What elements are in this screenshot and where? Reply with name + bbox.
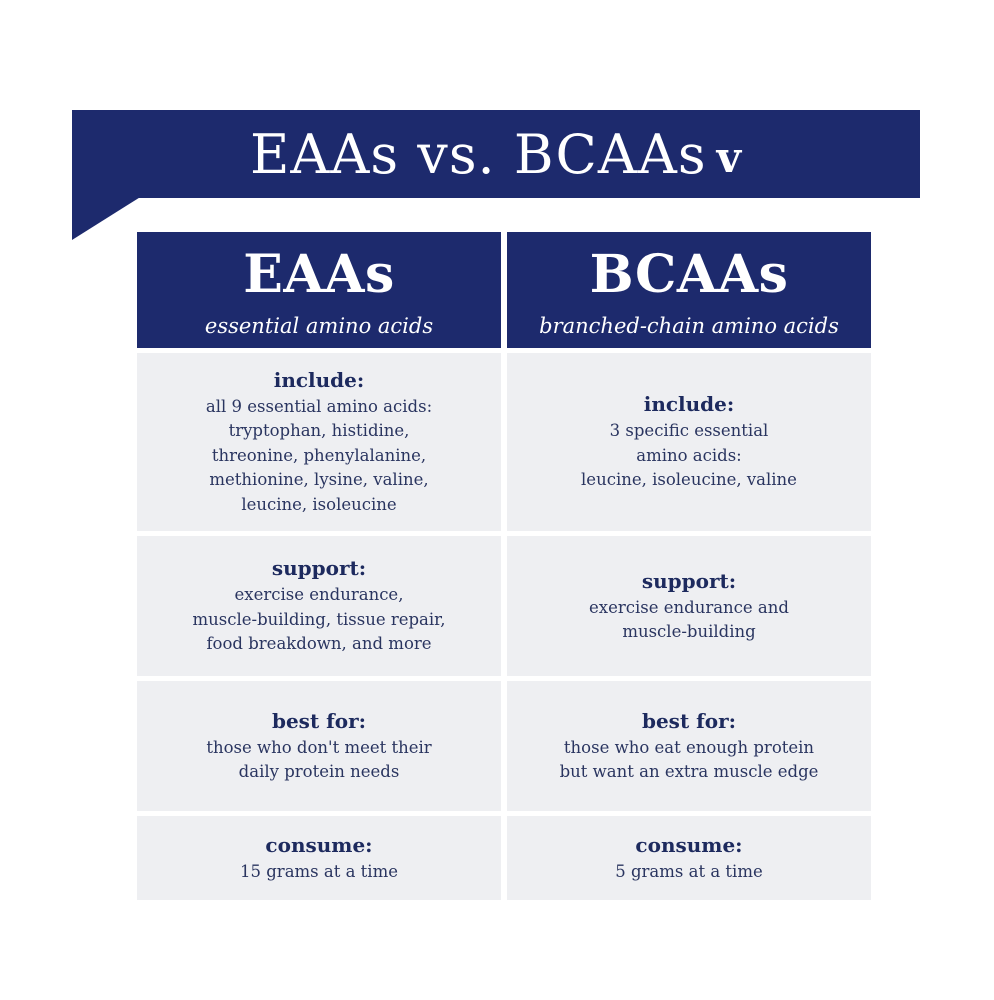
eaa-include-cell xyxy=(137,353,501,531)
bcaa-consume-text: 5 grams at a time xyxy=(615,861,763,881)
eaa-best-for-cell xyxy=(137,681,501,811)
bcaa-abbr: BCAAs xyxy=(589,244,789,305)
page-title-text: EAAs vs. BCAAs xyxy=(250,122,707,186)
eaa-column xyxy=(137,232,501,900)
page-title xyxy=(72,110,920,198)
eaa-support-cell xyxy=(137,536,501,676)
bcaa-consume-label: consume: xyxy=(635,832,743,857)
bcaa-header xyxy=(507,232,871,348)
bcaa-support-label: support: xyxy=(641,568,737,593)
eaa-header xyxy=(137,232,501,348)
bcaa-column xyxy=(507,232,871,900)
eaa-abbr: EAAs xyxy=(243,244,395,305)
eaa-support-label: support: xyxy=(271,556,367,581)
eaa-best-for-text: those who don't meet their daily protein needs xyxy=(206,737,432,781)
heart-v-icon: v xyxy=(716,132,742,182)
bcaa-consume-cell xyxy=(507,816,871,900)
bcaa-include-cell xyxy=(507,353,871,531)
bcaa-support-cell xyxy=(507,536,871,676)
eaa-consume-label: consume: xyxy=(265,832,373,857)
bcaa-include-text: 3 specific essential amino acids: leucine, isoleucine, valine xyxy=(581,421,797,490)
eaa-include-text: all 9 essential amino acids: tryptophan, histidine, threonine, phenylalanine, methionine, lysine, valine, leucine, isoleucine xyxy=(205,396,433,514)
banner-tab-decoration xyxy=(72,196,142,240)
eaa-best-for-label: best for: xyxy=(271,708,367,733)
bcaa-include-label: include: xyxy=(643,392,735,417)
eaa-support-text: exercise endurance, muscle-building, tissue repair, food breakdown, and more xyxy=(192,585,446,654)
eaa-consume-text: 15 grams at a time xyxy=(240,861,398,881)
eaa-include-label: include: xyxy=(273,367,365,392)
bcaa-best-for-cell xyxy=(507,681,871,811)
bcaa-best-for-text: those who eat enough protein but want an extra muscle edge xyxy=(559,737,819,781)
bcaa-support-text: exercise endurance and muscle-building xyxy=(589,597,789,641)
bcaa-best-for-label: best for: xyxy=(641,708,737,733)
bcaa-full-name: branched-chain amino acids xyxy=(539,314,839,338)
eaa-full-name: essential amino acids xyxy=(204,314,434,338)
eaa-consume-cell xyxy=(137,816,501,900)
